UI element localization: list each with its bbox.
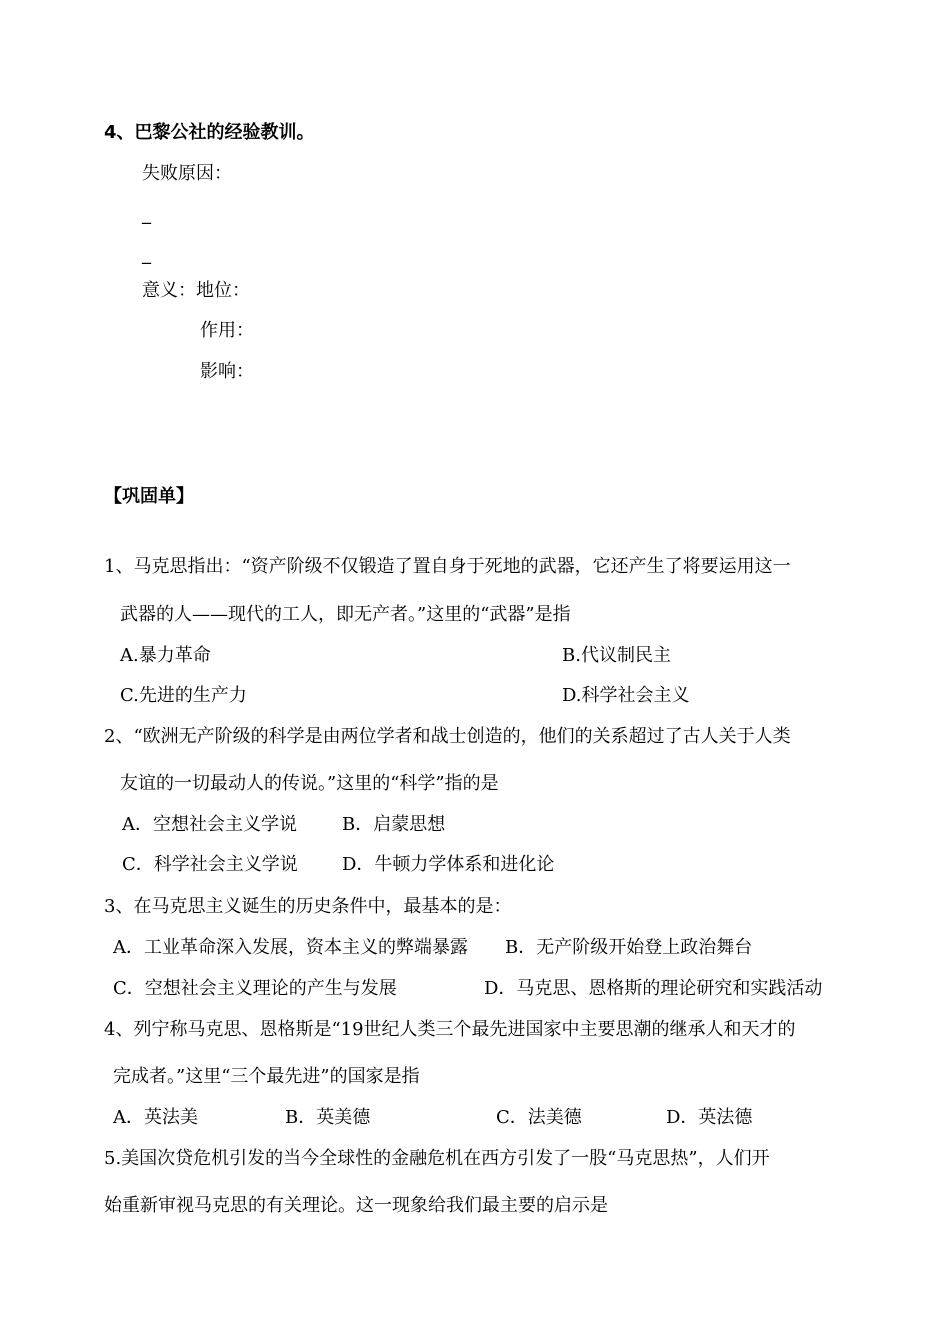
q2-stem-line2: 友谊的一切最动人的传说。”这里的“科学”指的是 xyxy=(120,773,499,794)
meaning-label: 意义：地位： xyxy=(142,280,250,301)
q4-option-b: B．英美德 xyxy=(285,1107,371,1128)
q1-stem-line2: 武器的人——现代的工人，即无产者。”这里的“武器”是指 xyxy=(120,604,571,625)
q1-option-d: D.科学社会主义 xyxy=(562,685,690,706)
q4-stem-line2: 完成者。”这里“三个最先进”的国家是指 xyxy=(113,1066,420,1087)
q2-option-c: C．科学社会主义学说 xyxy=(122,854,298,875)
q3-option-c: C．空想社会主义理论的产生与发展 xyxy=(113,978,397,999)
q3-option-b: B．无产阶级开始登上政治舞台 xyxy=(505,937,753,958)
q3-option-d: D．马克思、恩格斯的理论研究和实践活动 xyxy=(484,978,823,999)
q1-option-b: B.代议制民主 xyxy=(562,645,671,666)
consolidation-heading: 【巩固单】 xyxy=(104,486,194,507)
q3-stem: 3、在马克思主义诞生的历史条件中，最基本的是： xyxy=(104,896,512,917)
q4-option-c: C．法美德 xyxy=(496,1107,582,1128)
q5-stem-line1: 5.美国次贷危机引发的当今全球性的金融危机在西方引发了一股“马克思热”，人们开 xyxy=(104,1148,770,1169)
fail-reason-label: 失败原因： xyxy=(142,163,232,184)
q4-stem-line1: 4、列宁称马克思、恩格斯是“19世纪人类三个最先进国家中主要思潮的继承人和天才的 xyxy=(104,1019,796,1040)
role-label: 作用： xyxy=(200,320,254,341)
blank-line-1: _ xyxy=(142,204,151,225)
q2-option-a: A．空想社会主义学说 xyxy=(122,814,297,835)
q1-stem-line1: 1、马克思指出：“资产阶级不仅锻造了置自身于死地的武器，它还产生了将要运用这一 xyxy=(104,556,791,577)
q2-stem-line1: 2、“欧洲无产阶级的科学是由两位学者和战士创造的，他们的关系超过了古人关于人类 xyxy=(104,726,791,747)
q5-stem-line2: 始重新审视马克思的有关理论。这一现象给我们最主要的启示是 xyxy=(104,1195,608,1216)
section4-title: 4、巴黎公社的经验教训。 xyxy=(104,122,315,143)
influence-label: 影响： xyxy=(200,361,254,382)
blank-line-2: _ xyxy=(142,244,151,265)
q4-option-a: A．英法美 xyxy=(113,1107,198,1128)
q1-option-a: A.暴力革命 xyxy=(120,645,211,666)
q2-option-d: D．牛顿力学体系和进化论 xyxy=(342,854,555,875)
q3-option-a: A．工业革命深入发展，资本主义的弊端暴露 xyxy=(113,937,468,958)
q2-option-b: B．启蒙思想 xyxy=(342,814,446,835)
q1-option-c: C.先进的生产力 xyxy=(120,685,247,706)
q4-option-d: D．英法德 xyxy=(666,1107,753,1128)
